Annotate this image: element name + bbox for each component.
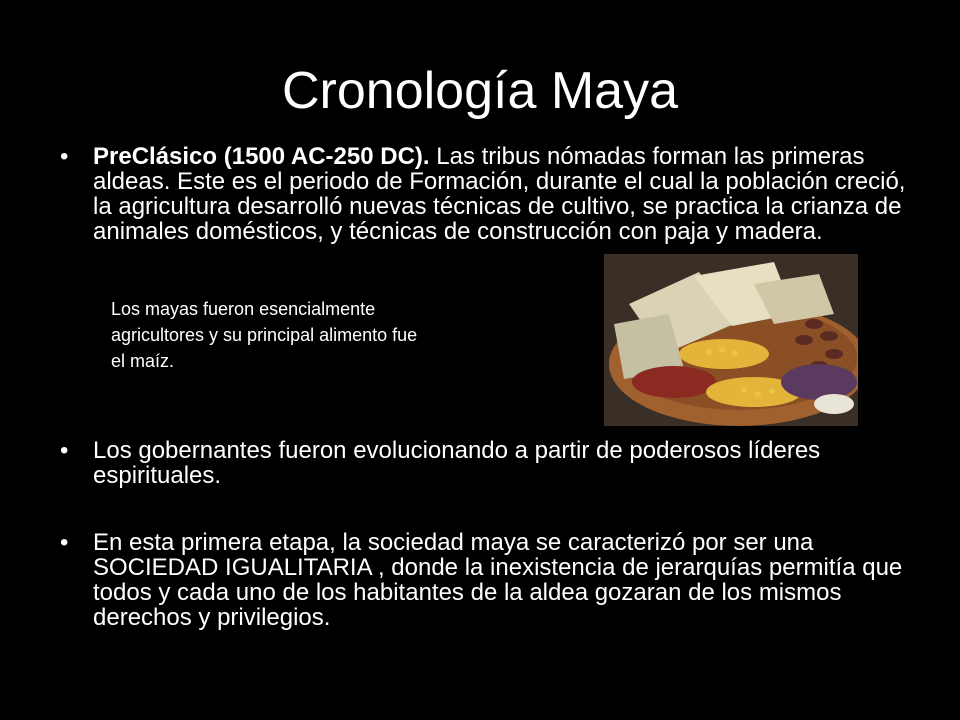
bullet-marker: • [60,437,69,464]
bullet-gobernantes [60,438,920,488]
bullet-marker: • [60,143,69,170]
caption-line: agricultores y su principal alimento fue [111,325,418,345]
corn-tamales-photo [604,254,858,426]
bullet-bold-heading: PreClásico (1500 AC-250 DC). [93,143,430,170]
caption-line: Los mayas fueron esencialmente [111,299,376,319]
bullet-preclasico [60,144,920,244]
slide-title: Cronología Maya [282,62,678,120]
bullet-text: Los gobernantes fueron evolucionando a partir de poderosos líderes espirituales. [93,437,821,489]
corn-photo-icon [604,254,858,426]
caption-line: el maíz. [111,351,175,371]
photo-caption [111,296,541,374]
bullet-body: Las tribus nómadas forman las primeras aldeas. Este es el periodo de Formación, durante el cual la población creció, la agricultura desarrolló nuevas técnicas de cultivo, se practica la crianza de animales domésticos, y técnicas de construcción con paja y madera. [93,143,906,245]
bullet-sociedad-igualitaria [60,530,920,630]
bullet-text [93,144,920,244]
bullet-marker: • [60,529,69,556]
bullet-text: En esta primera etapa, la sociedad maya se caracterizó por ser una SOCIEDAD IGUALITARIA , donde la inexistencia de jerarquías permitía que todos y cada uno de los habitantes de la aldea gozaran de los mismos derechos y privilegios. [93,529,903,631]
